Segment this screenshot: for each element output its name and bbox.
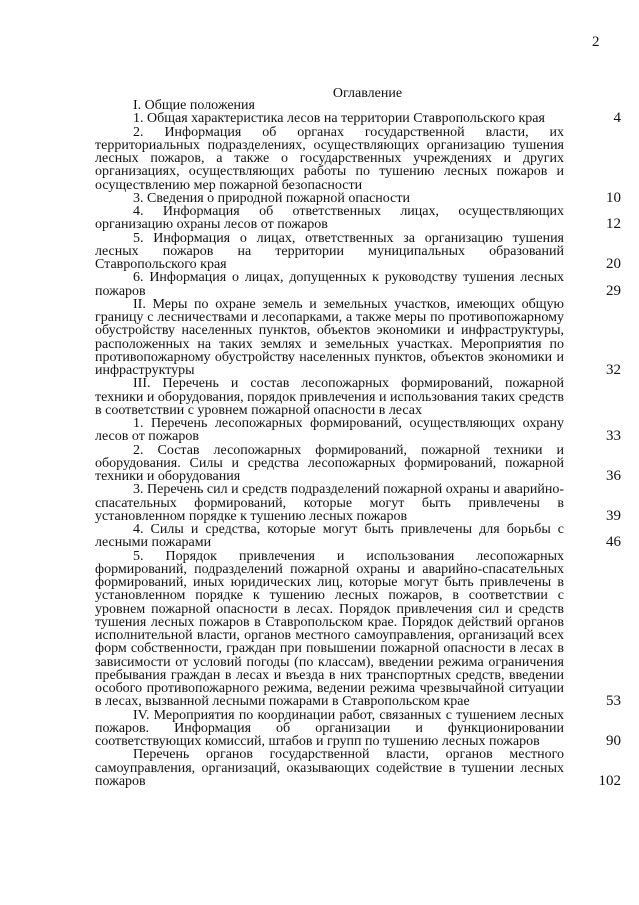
- toc-title: Оглавление: [332, 86, 403, 101]
- table-of-contents: [95, 98, 621, 789]
- toc-entry-text: 5. Информация о лицах, ответственных за организацию тушения лесных пожаров на территории муниципальных образований Ставропольского края: [95, 230, 564, 272]
- toc-entry-1-2[interactable]: [95, 126, 564, 192]
- toc-entry-section-2[interactable]: [95, 296, 621, 378]
- toc-entry-3-3[interactable]: [95, 482, 621, 524]
- toc-entry-text: III. Перечень и состав лесопожарных формирований, пожарной техники и оборудования, порядок привлечения и использования таких средств в соответствии с уровнем пожарной опасности в лесах: [95, 376, 564, 418]
- toc-entry-text: I. Общие положения: [133, 98, 255, 113]
- toc-entry-appendix[interactable]: [95, 747, 621, 789]
- toc-entry-page: 39: [606, 507, 621, 524]
- toc-entry-text: 1. Перечень лесопожарных формирований, осуществляющих охрану лесов от пожаров: [95, 416, 564, 445]
- toc-entry-1-3[interactable]: [95, 189, 621, 206]
- toc-entry-1-1[interactable]: [95, 110, 621, 127]
- toc-entry-page: 102: [598, 772, 621, 789]
- toc-entry-text: 2. Информация об органах государственной власти, их территориальных подразделениях, осуществляющих организацию тушения лесных пожаров, а также о государственных учреждениях и других организациях, осуществляющих работы по тушению лесных пожаров и осуществлению мер пожарной безопасности: [95, 124, 564, 193]
- toc-entry-page: 29: [606, 282, 621, 299]
- toc-entry-1-5[interactable]: [95, 230, 621, 272]
- toc-entry-text: 3. Сведения о природной пожарной опасности: [133, 190, 410, 206]
- toc-entry-page: 10: [606, 189, 621, 206]
- toc-entry-text: 1. Общая характеристика лесов на территории Ставропольского края: [133, 111, 545, 127]
- toc-entry-3-2[interactable]: [95, 442, 621, 484]
- page-number: 2: [592, 34, 600, 50]
- toc-entry-3-1[interactable]: [95, 416, 621, 445]
- toc-entry-page: 90: [606, 733, 621, 749]
- toc-entry-text: 4. Силы и средства, которые могут быть привлечены для борьбы с лесными пожарами: [95, 522, 564, 551]
- toc-entry-text: II. Меры по охране земель и земельных участков, имеющих общую границу с лесничествами и лесопарками, а также меры по противопожарному обустройству населенных пунктов, объектов экономики и инфраструктуры, расположенных на таких землях и земельных участках. Мероприятия по противопожарному обустройству населенных пунктов, объектов экономики и инфраструктуры: [95, 296, 564, 378]
- toc-entry-page: 36: [606, 468, 621, 484]
- toc-entry-3-5[interactable]: [95, 548, 621, 710]
- toc-entry-text: Перечень органов государственной власти, органов местного самоуправления, организаций, оказывающих содействие в тушении лесных пожаров: [95, 747, 564, 789]
- toc-entry-text: 5. Порядок привлечения и использования лесопожарных формирований, подразделений пожарной охраны и аварийно-спасательных формирований, иных юридических лиц, которые могут быть привлечены в установленном порядке к тушению лесных пожаров, в соответствии с уровнем пожарной опасности в лесах. Порядок привлечения сил и средств тушения лесных пожаров в Ставропольском крае. Порядок действий органов исполнительной власти, органов местного самоуправления, организаций всех форм собственности, граждан при повышении пожарной опасности в лесах в зависимости от условий погоды (по классам), введении режима ограничения пребывания граждан в лесах и въезда в них транспортных средств, введении особого противопожарного режима, ведении режима чрезвычайной ситуации в лесах, вызванной лесными пожарами в Ставропольском крае: [95, 548, 564, 710]
- toc-entry-text: 4. Информация об ответственных лицах, осуществляющих организацию охраны лесов от пожаров: [95, 204, 564, 233]
- toc-entry-page: 46: [606, 534, 621, 551]
- toc-entry-section-1[interactable]: [95, 99, 564, 112]
- toc-entry-1-4[interactable]: [95, 204, 621, 233]
- toc-entry-3-4[interactable]: [95, 522, 621, 551]
- toc-entry-section-3[interactable]: [95, 377, 564, 417]
- toc-entry-text: 6. Информация о лицах, допущенных к руководству тушения лесных пожаров: [95, 270, 564, 299]
- toc-entry-section-4[interactable]: [95, 707, 621, 749]
- toc-entry-1-6[interactable]: [95, 270, 621, 299]
- toc-entry-page: 53: [606, 693, 621, 710]
- toc-entry-text: 2. Состав лесопожарных формирований, пожарной техники и оборудования. Силы и средства лесопожарных формирований, пожарной техники и оборудования: [95, 442, 564, 484]
- toc-entry-text: 3. Перечень сил и средств подразделений пожарной охраны и аварийно-спасательных формирований, которые могут быть привлечены в установленном порядке к тушению лесных пожаров: [95, 482, 564, 524]
- toc-entry-page: 12: [606, 216, 621, 233]
- toc-entry-page: 33: [606, 428, 621, 445]
- toc-entry-page: 20: [606, 256, 621, 272]
- toc-entry-page: 4: [613, 110, 621, 127]
- toc-entry-page: 32: [606, 362, 621, 378]
- toc-entry-text: IV. Мероприятия по координации работ, связанных с тушением лесных пожаров. Информация об организации и функционировании соответствующих комиссий, штабов и групп по тушению лесных пожаров: [95, 707, 564, 749]
